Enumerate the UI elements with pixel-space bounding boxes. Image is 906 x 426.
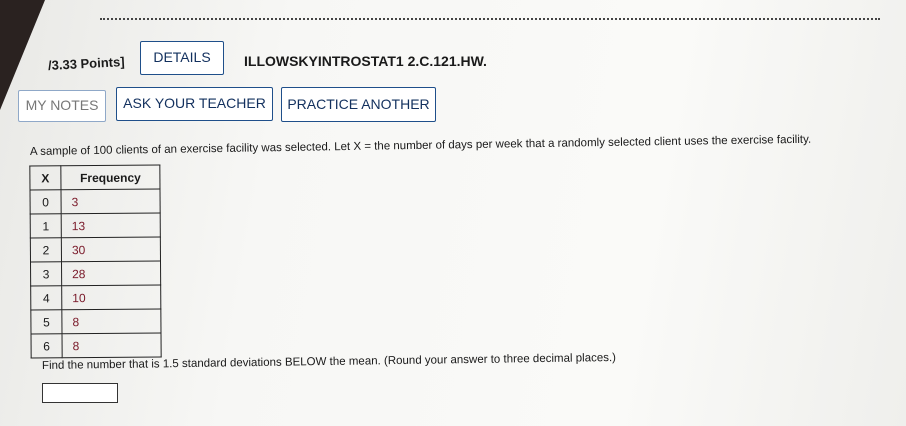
details-button[interactable]: DETAILS <box>140 41 224 75</box>
x-value: 2 <box>30 238 61 262</box>
question-text: A sample of 100 clients of an exercise facility was selected. Let X = the number of days per week that a randomly selected client uses the exercise facility. <box>29 133 812 158</box>
frequency-value: 8 <box>62 309 161 334</box>
table-row <box>30 189 160 214</box>
table-row <box>30 237 160 262</box>
frequency-value: 10 <box>62 285 161 310</box>
frequency-value: 30 <box>61 237 160 262</box>
x-value: 4 <box>31 286 62 310</box>
x-value: 0 <box>30 190 61 214</box>
answer-input[interactable] <box>42 383 118 403</box>
frequency-table <box>29 165 161 359</box>
frequency-value: 3 <box>61 189 160 214</box>
practice-another-button[interactable]: PRACTICE ANOTHER <box>281 87 436 122</box>
table-row <box>31 261 161 286</box>
question-prompt: Find the number that is 1.5 standard deviations BELOW the mean. (Round your answer to three decimal places.) <box>41 351 617 372</box>
dotted-separator <box>100 18 880 20</box>
x-value: 1 <box>30 214 61 238</box>
x-value: 5 <box>31 310 62 334</box>
table-row <box>30 213 160 238</box>
frequency-value: 28 <box>62 261 161 286</box>
my-notes-button[interactable]: MY NOTES <box>18 90 106 122</box>
problem-code: ILLOWSKYINTROSTAT1 2.C.121.HW. <box>244 53 487 69</box>
points-label: /3.33 Points] <box>47 54 125 73</box>
frequency-value: 8 <box>62 333 161 358</box>
frequency-value: 13 <box>61 213 160 238</box>
x-value: 6 <box>31 334 62 358</box>
x-value: 3 <box>31 262 62 286</box>
table-row <box>31 309 161 334</box>
table-row <box>31 285 161 310</box>
table-header-row <box>30 165 160 190</box>
table-row <box>31 333 161 358</box>
header-x: X <box>30 166 61 190</box>
ask-teacher-button[interactable]: ASK YOUR TEACHER <box>116 87 273 121</box>
header-frequency: Frequency <box>61 165 160 190</box>
